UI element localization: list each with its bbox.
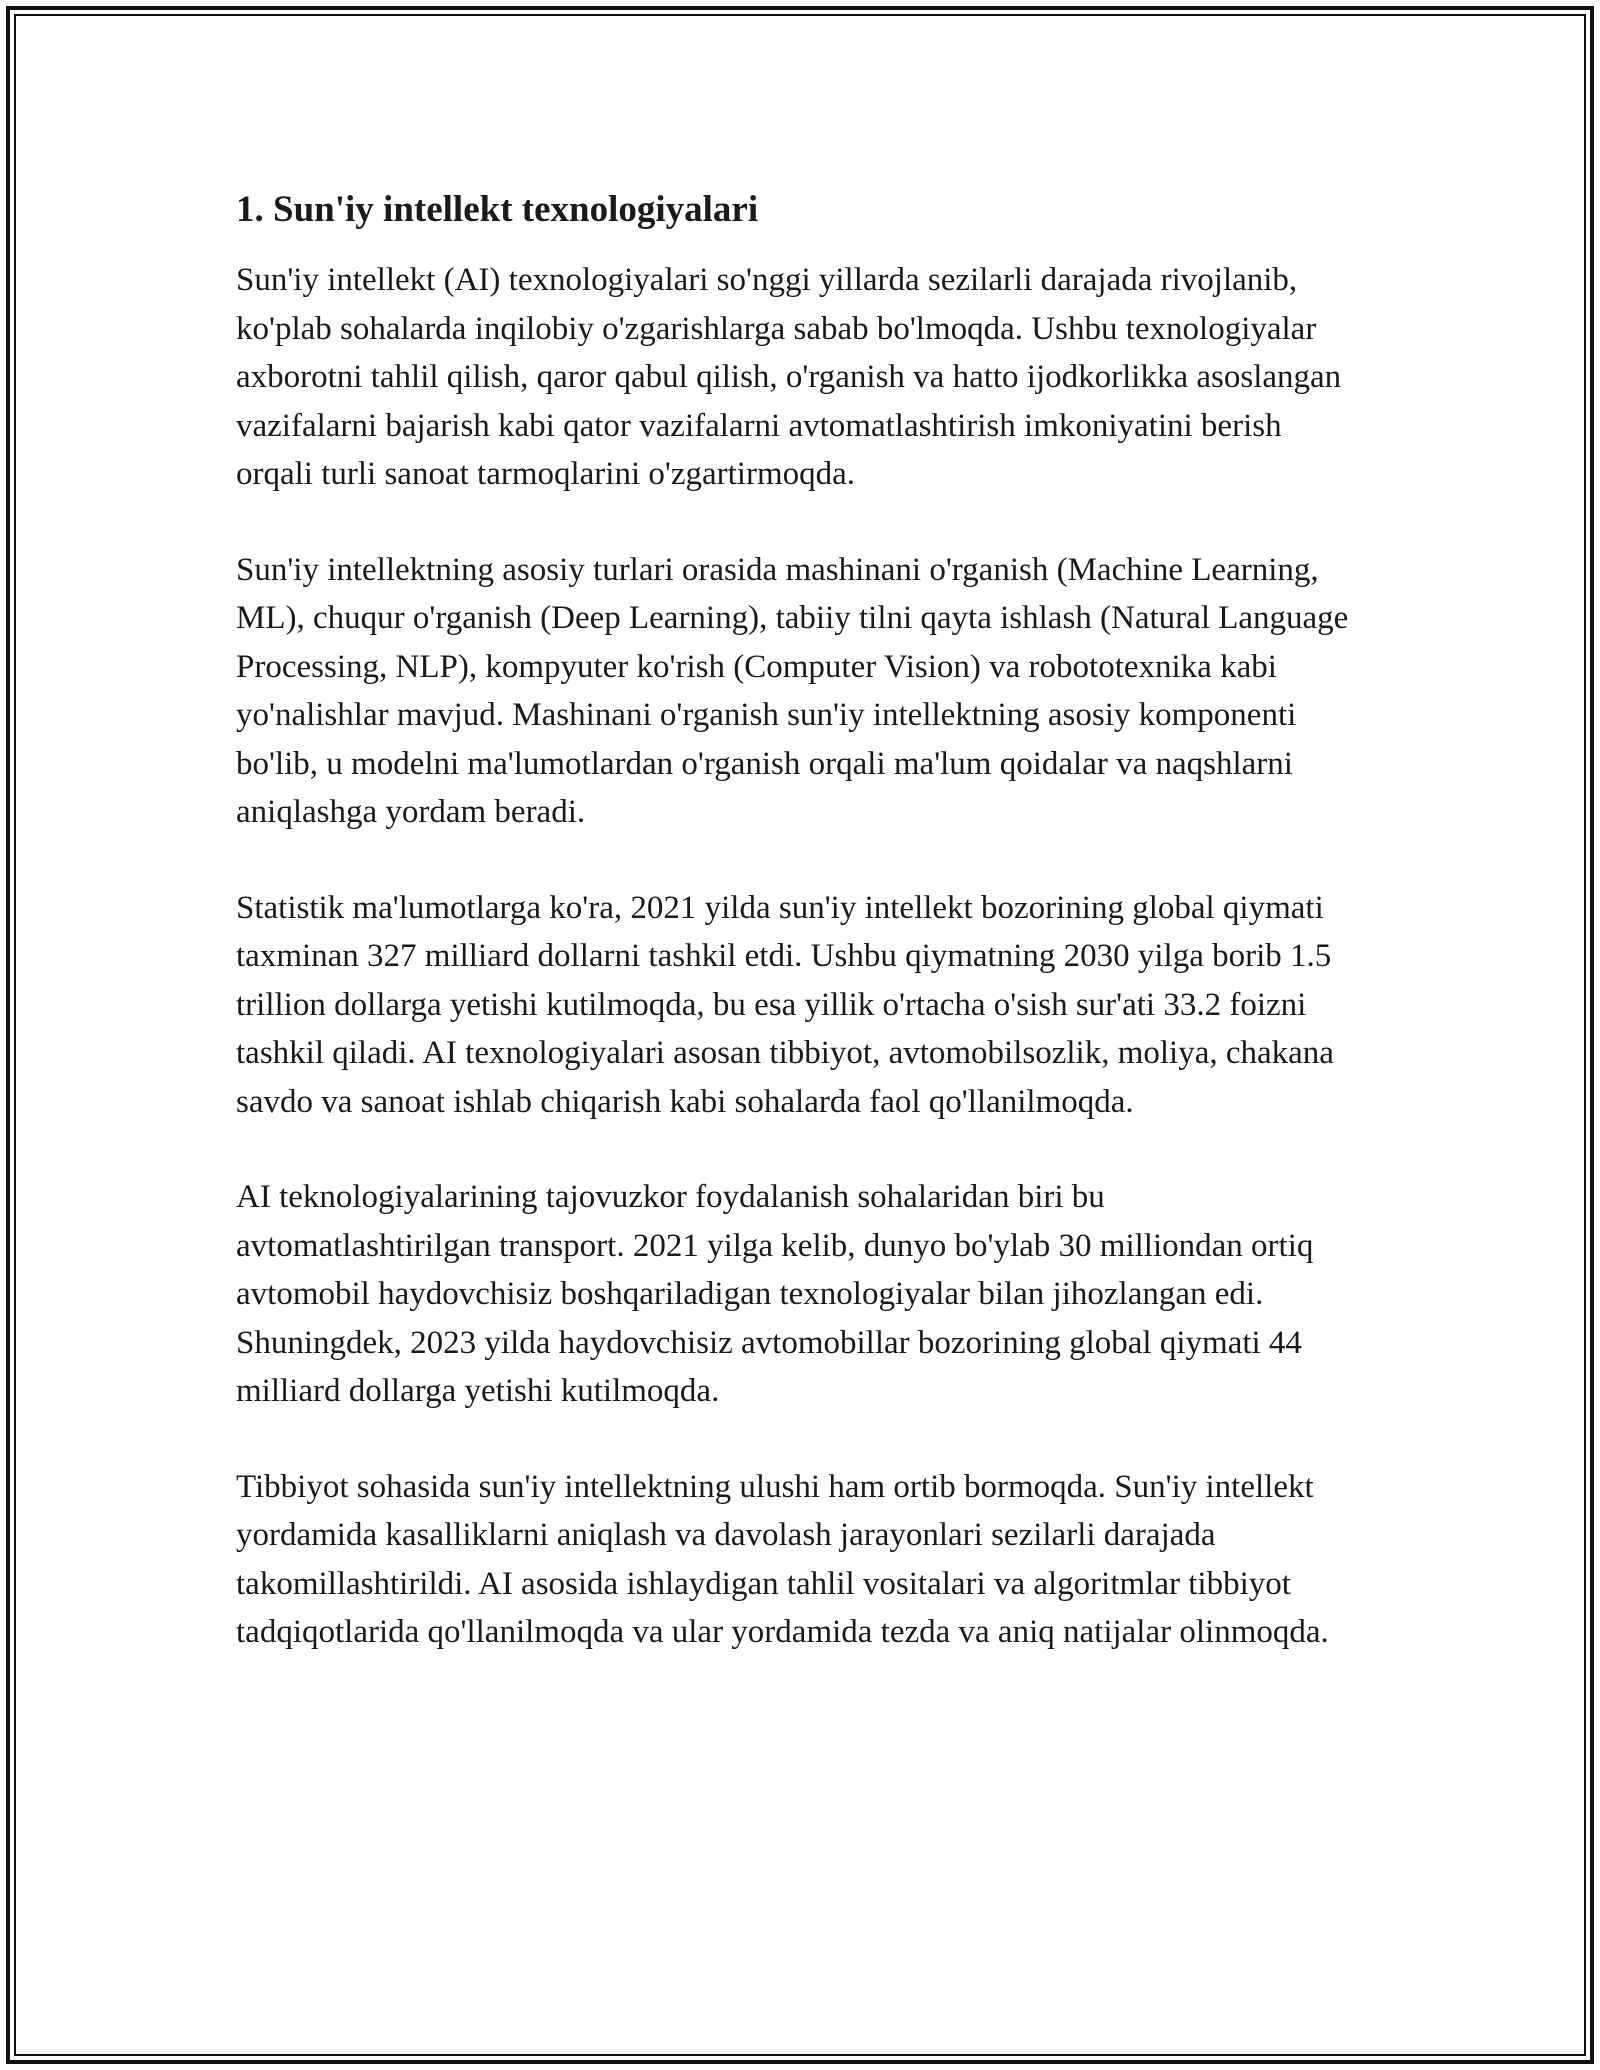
section-heading: 1. Sun'iy intellekt texnologiyalari [236,189,759,230]
paragraph-medicine: Tibbiyot sohasida sun'iy intellektning ulushi ham ortib bormoqda. Sun'iy intellekt yordamida kasalliklarni aniqlash va davolash jarayonlari sezilarli darajada takomillashtirildi. AI asosida ishlaydigan tahlil vositalari va algoritmlar tibbiyot tadqiqotlarida qo'llanilmoqda va ular yordamida tezda va aniq natijalar olinmoqda. [236,1468,1329,1650]
paragraph-ai-types: Sun'iy intellektning asosiy turlari orasida mashinani o'rganish (Machine Learning, ML), chuqur o'rganish (Deep Learning), tabiiy tilni qayta ishlash (Natural Language Processing, NLP), kompyuter ko'rish (Computer Vision) va robototexnika kabi yo'nalishlar mavjud. Mashinani o'rganish sun'iy intellektning asosiy komponenti bo'lib, u modelni ma'lumotlardan o'rganish orqali ma'lum qoidalar va naqshlarni aniqlashga yordam beradi. [236,551,1349,830]
document-body [236,186,1364,1704]
paragraph-statistics: Statistik ma'lumotlarga ko'ra, 2021 yilda sun'iy intellekt bozorining global qiymati taxminan 327 milliard dollarni tashkil etdi. Ushbu qiymatning 2030 yilga borib 1.5 trillion dollarga yetishi kutilmoqda, bu esa yillik o'rtacha o'sish sur'ati 33.2 foizni tashkil qiladi. AI texnologiyalari asosan tibbiyot, avtomobilsozlik, moliya, chakana savdo va sanoat ishlab chiqarish kabi sohalarda faol qo'llanilmoqda. [236,889,1334,1120]
paragraph-intro: Sun'iy intellekt (AI) texnologiyalari so'nggi yillarda sezilarli darajada rivojlanib, ko'plab sohalarda inqilobiy o'zgarishlarga sabab bo'lmoqda. Ushbu texnologiyalar axborotni tahlil qilish, qaror qabul qilish, o'rganish va hatto ijodkorlikka asoslangan vazifalarni bajarish kabi qator vazifalarni avtomatlashtirish imkoniyatini berish orqali turli sanoat tarmoqlarini o'zgartirmoqda. [236,262,1342,492]
paragraph-transport: AI teknologiyalarining tajovuzkor foydalanish sohalaridan biri bu avtomatlashtirilgan transport. 2021 yilga kelib, dunyo bo'ylab 30 milliondan ortiq avtomobil haydovchisiz boshqariladigan texnologiyalar bilan jihozlangan edi. Shuningdek, 2023 yilda haydovchisiz avtomobillar bozorining global qiymati 44 milliard dollarga yetishi kutilmoqda. [236,1179,1314,1409]
